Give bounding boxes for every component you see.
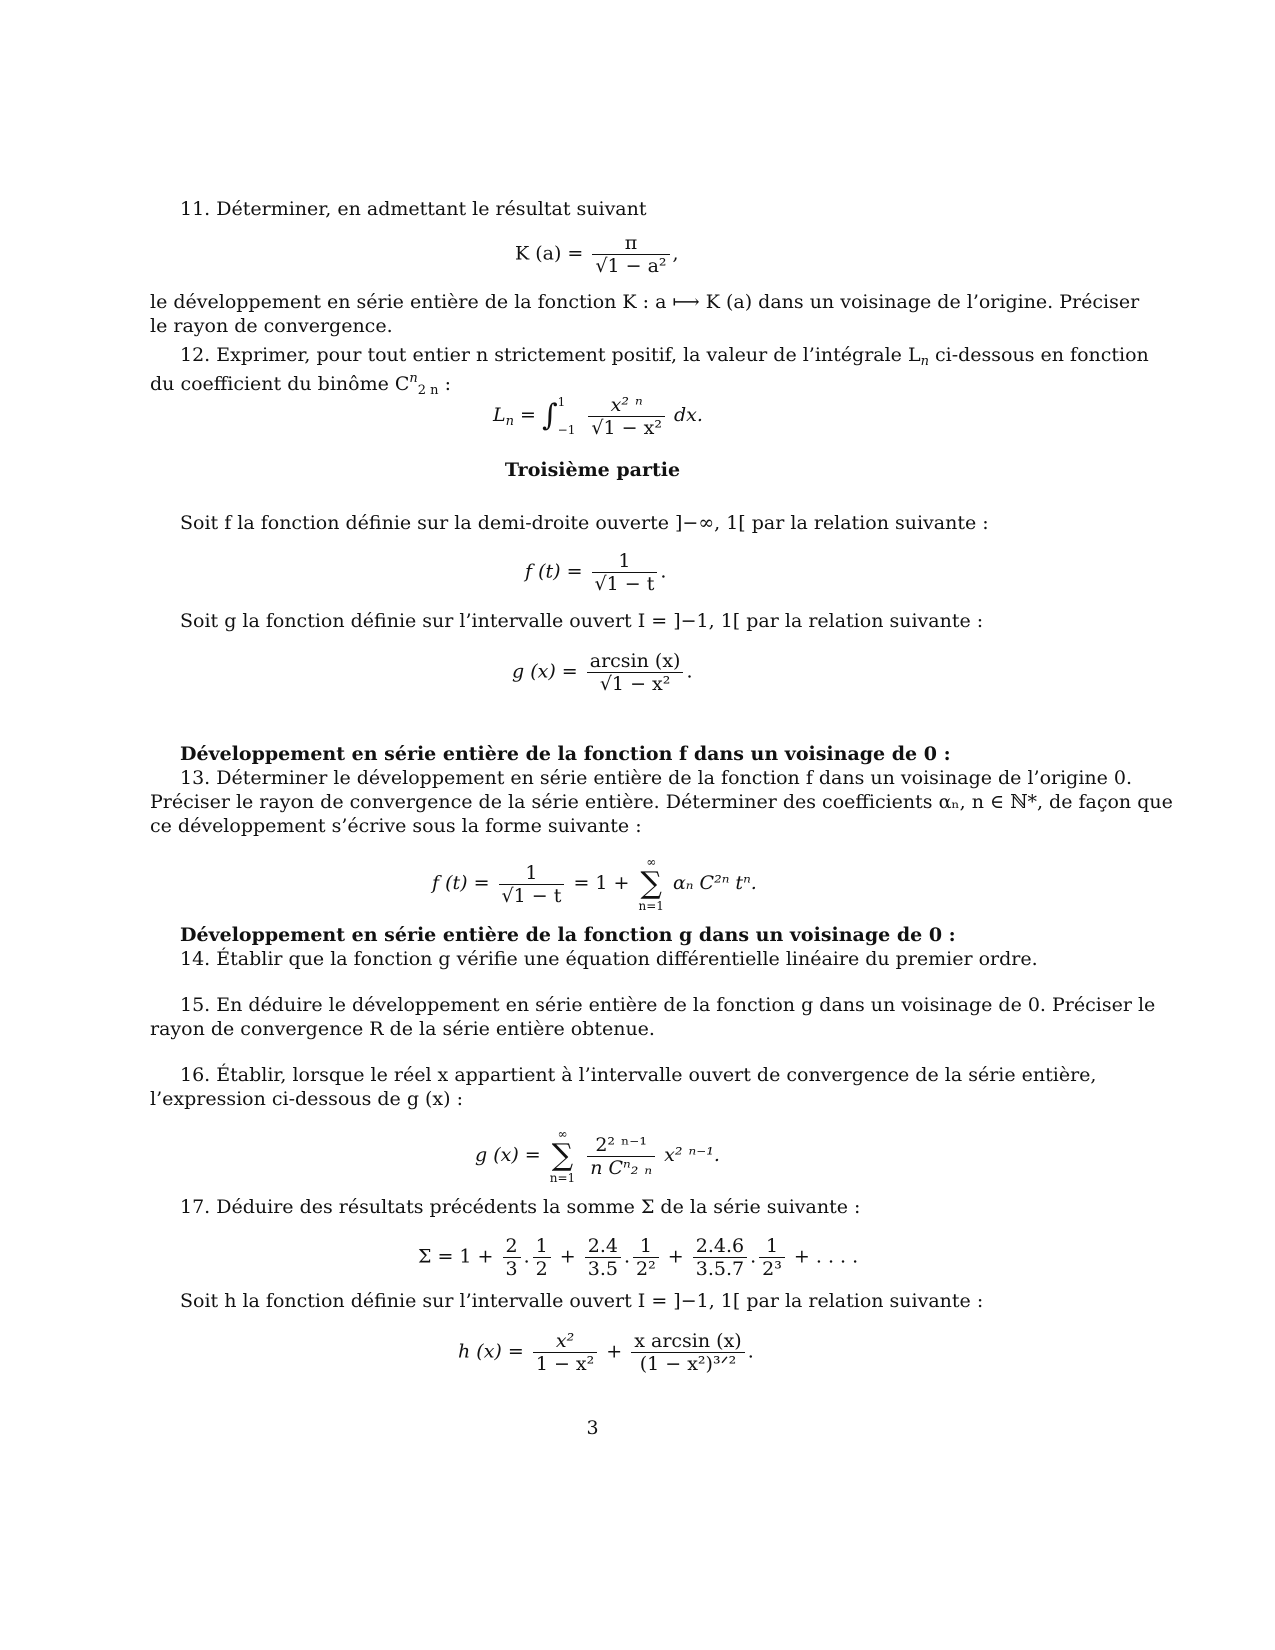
q13-equation [432,855,757,913]
q17-f6-num: 1 [765,1235,779,1257]
q16-fraction [587,1134,655,1179]
q17-eq-start: Σ = 1 + [418,1245,494,1268]
h-def-f1-den: 1 − x² [533,1352,597,1375]
q16-sum-top: ∞ [557,1127,568,1141]
q11-text-line1: le développement en série entière de la fonction K : a ⟼ K (a) dans un voisinage de l’origine. Préciser [150,291,1140,313]
f-def-eq-lhs: f (t) = [525,560,583,583]
q17-f2-num: 1 [535,1235,548,1257]
h-def-text: Soit h la fonction définie sur l’intervalle ouvert I = ]−1, 1[ par la relation suivante : [180,1290,984,1312]
f-def-eq-end: . [660,560,667,583]
q13-eq-mid: = 1 + [573,872,630,894]
q17-frac-2 [533,1235,551,1280]
q12-int-limits [558,393,576,439]
h-def-equation: h (x) = $\frac{\text{x²}}{\text{1 − x²}}$ + $\frac{\text{x arcsin (x)}}{\text{(1 − x²)³ᐟ²}}$ . [458,1330,754,1375]
q11-eq-den: √1 − a² [592,254,669,277]
q17-frac-6 [759,1235,785,1280]
page-number: 3 [586,1417,599,1439]
q12-eq-lhs: L [493,404,506,426]
g-def-fraction [587,650,684,695]
q13-sum-bot: n=1 [638,899,664,913]
f-def-text: Soit f la fonction définie sur la demi-droite ouverte ]−∞, 1[ par la relation suivante : [180,512,989,534]
q13-line3: ce développement s’écrive sous la forme suivante : [150,815,642,837]
h-def-eq-lhs: h (x) = [458,1340,524,1363]
f-def-fraction [592,550,658,595]
q16-eq-lhs: g (x) = [475,1144,541,1166]
q16-sum-operator [550,1127,575,1185]
h-def-eq-end: . [747,1340,754,1363]
q12-line1-text: 12. Exprimer, pour tout entier n strictement positif, la valeur de l’intégrale L [180,344,921,366]
sum-sign: ∑ [551,1138,574,1173]
q16-line1: 16. Établir, lorsque le réel x appartient à l’intervalle ouvert de convergence de la série entière, [180,1064,1097,1086]
q16-equation [475,1127,720,1185]
q17-f1-num: 2 [505,1235,518,1257]
f-def-equation [525,550,666,595]
q17-f1-den: 3 [503,1257,521,1280]
q17-f3-den: 3.5 [585,1257,621,1280]
q17-eq-end: + . . . . [793,1245,859,1268]
section-f-heading: Développement en série entière de la fonction f dans un voisinage de 0 : [180,743,951,765]
q17-frac-4 [633,1235,659,1280]
g-def-eq-end: . [686,660,693,683]
integral-sign: ∫ [542,398,558,433]
q16-sum-bot: n=1 [549,1171,576,1185]
q17-frac-1 [503,1235,521,1280]
q16-line2: l’expression ci-dessous de g (x) : [150,1088,463,1110]
q17-f4-den: 2² [633,1257,659,1280]
q17-frac-3 [585,1235,621,1280]
q12-eq-eq: = [514,404,536,426]
g-def-eq-num: arcsin (x) [589,650,681,672]
q17-f4-num: 1 [639,1235,652,1257]
q17-f5-den: 3.5.7 [693,1257,747,1280]
part3-title: Troisième partie [504,459,681,481]
q17-frac-5 [693,1235,747,1280]
q11-fraction [592,232,669,277]
q15-line2: rayon de convergence R de la série entière obtenue. [150,1018,655,1040]
q17-f5-num: 2.4.6 [695,1235,745,1257]
q12-eq-den: √1 − x² [588,416,665,439]
q15-line1: 15. En déduire le développement en série entière de la fonction g dans un voisinage de 0. Préciser le [180,994,1156,1016]
q13-eq-lhs: f (t) = [432,872,490,894]
q17-text: 17. Déduire des résultats précédents la somme Σ de la série suivante : [180,1196,861,1218]
q12-line2 [150,367,451,403]
q11-intro: 11. Déterminer, en admettant le résultat suivant [180,198,647,220]
q11-text-line2: le rayon de convergence. [150,315,393,337]
q11-eq-end: , [672,242,679,265]
q13-sum-top: ∞ [646,855,657,869]
h-def-f2-num: x arcsin (x) [634,1330,742,1352]
q12-equation [493,393,703,439]
q17-f3-num: 2.4 [587,1235,618,1257]
q11-equation [515,232,679,277]
q12-line1-sub: n [920,354,929,369]
g-def-text: Soit g la fonction définie sur l’intervalle ouvert I = ]−1, 1[ par la relation suivante : [180,610,984,632]
q12-line1-end: ci-dessous en fonction [928,344,1149,366]
q13-line1: 13. Déterminer le développement en série entière de la fonction f dans un voisinage de l’origine 0. [180,767,1133,789]
q12-int-lower: −1 [557,423,576,437]
q16-eq-num: 2² ⁿ⁻¹ [595,1133,647,1156]
q13-fraction [499,862,565,907]
q13-eq-term: αₙ C²ⁿ tⁿ. [672,872,757,894]
q14-text: 14. Établir que la fonction g vérifie une équation différentielle linéaire du premier ordre. [180,948,1038,970]
q12-int-upper: 1 [557,395,566,409]
q13-eq-den: √1 − t [499,884,565,907]
q12-eq-end: dx. [673,404,703,426]
f-def-eq-num: 1 [618,550,631,572]
q16-eq-end: x² ⁿ⁻¹. [664,1144,720,1166]
g-def-eq-lhs: g (x) = [512,660,578,683]
q13-eq-num: 1 [525,861,538,884]
section-g-heading: Développement en série entière de la fonction g dans un voisinage de 0 : [180,924,956,946]
q12-eq-lhs-sub: n [505,414,514,429]
q16-eq-den: n Cⁿ₂ ₙ [587,1156,655,1179]
q17-f2-den: 2 [533,1257,551,1280]
q11-eq-lhs: K (a) = [515,242,584,265]
h-def-fraction-1 [533,1330,597,1375]
q12-fraction [588,394,665,439]
q13-line2: Préciser le rayon de convergence de la série entière. Déterminer des coefficients αₙ, n ∈ ℕ*, de façon que [150,791,1173,813]
h-def-fraction-2 [631,1330,744,1375]
q17-equation: Σ = 1 + $\frac{2}{3}$ . $\frac{1}{2}$ + $\frac{2.4}{3.5}$ . $\frac{1}{\text{2²}}$ + $\frac{2.4.6}{3.5.7}$ . $\frac{1}{\text{2³}}$ + . . . . [418,1235,859,1280]
q13-sum-operator [639,855,664,913]
f-def-eq-den: √1 − t [592,572,658,595]
q12-line2-end: : [438,373,452,395]
q12-line2-sub: 2 n [417,383,439,398]
h-def-f2-den: (1 − x²)³ᐟ² [631,1352,744,1375]
q17-f6-den: 2³ [759,1257,785,1280]
h-def-f1-num: x² [555,1330,575,1352]
q12-line2-text: du coefficient du binôme C [150,373,410,395]
g-def-eq-den: √1 − x² [587,672,684,695]
q12-eq-num: x² ⁿ [610,393,643,416]
q11-eq-num: π [624,232,638,254]
q12-line2-sup: n [409,371,418,386]
g-def-equation [512,650,693,695]
sum-sign: ∑ [640,866,662,901]
